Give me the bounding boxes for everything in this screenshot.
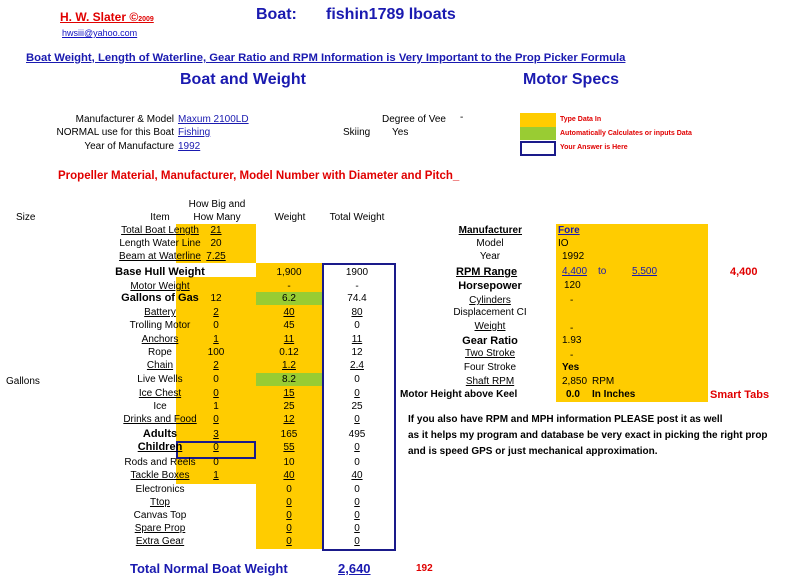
rpm-range-label: RPM Range <box>456 266 518 278</box>
gear-ratio-label: Gear Ratio <box>462 335 518 347</box>
note-line-1: If you also have RPM and MPH information PLEASE post it as well <box>408 414 723 425</box>
row-total-weight: 0 <box>354 457 360 468</box>
row-how-many[interactable]: 0 <box>213 388 219 399</box>
row-how-many[interactable]: 2 <box>213 307 219 318</box>
row-item-label: Extra Gear <box>135 536 185 547</box>
degree-vee-value[interactable]: - <box>460 112 464 123</box>
row-how-many[interactable]: 1 <box>213 401 219 412</box>
row-total-weight: 0 <box>354 510 360 521</box>
row-item-label: Ice <box>153 401 167 412</box>
keel-height-value[interactable]: 0.0 <box>566 389 580 400</box>
row-item-label: Electronics <box>135 484 185 495</box>
total-boat-weight-label: Total Normal Boat Weight <box>130 561 288 576</box>
note-line-3: and is speed GPS or just mechanical approximation. <box>408 446 658 457</box>
motor-weight-spec-value[interactable]: - <box>570 323 574 334</box>
horsepower-label: Horsepower <box>458 280 522 292</box>
col-how-header-2: How Many <box>193 212 241 223</box>
legend-answer: Your Answer is Here <box>560 144 628 151</box>
row-item-label: Children <box>137 441 183 453</box>
section-boat-weight: Boat and Weight <box>180 71 306 88</box>
row-weight[interactable]: 6.2 <box>282 293 296 304</box>
row-item-label: Anchors <box>141 334 179 345</box>
two-stroke-value[interactable]: - <box>570 350 574 361</box>
year-manufacture-label: Year of Manufacture <box>84 141 174 152</box>
horsepower-value[interactable]: 120 <box>564 280 581 291</box>
section-motor-specs: Motor Specs <box>523 71 620 88</box>
row-item-label: Motor Weight <box>130 281 190 292</box>
rpm-to-label: to <box>598 266 607 277</box>
row-item-label: Chain <box>146 360 174 371</box>
row-total-weight: 0 <box>354 523 360 534</box>
row-weight[interactable]: 40 <box>283 470 295 481</box>
legend-green-swatch <box>520 127 556 140</box>
note-line-2: as it helps my program and database be very exact in picking the right prop <box>408 430 768 441</box>
row-weight[interactable]: 10 <box>283 457 295 468</box>
row-item-label: Rope <box>148 347 172 358</box>
col-item-header: Item <box>150 212 170 223</box>
row-weight[interactable]: 45 <box>283 320 295 331</box>
motor-manufacturer-value[interactable]: Fore <box>558 225 580 236</box>
manufacturer-model-value[interactable]: Maxum 2100LD <box>178 114 249 125</box>
row-weight[interactable]: 55 <box>283 442 295 453</box>
row-item-label: Beam at Waterline <box>119 251 201 262</box>
row-how-many[interactable]: 2 <box>213 360 219 371</box>
row-total-weight: 0 <box>354 442 360 453</box>
cylinders-label: Cylinders <box>469 295 511 306</box>
row-total-weight: 0 <box>354 374 360 385</box>
row-how-many[interactable]: 7.25 <box>206 251 226 262</box>
motor-model-label: Model <box>476 238 504 249</box>
boat-name: fishin1789 lboats <box>326 6 456 23</box>
row-weight[interactable]: 12 <box>283 414 295 425</box>
row-item-label: Drinks and Food <box>123 414 197 425</box>
row-item-label: Canvas Top <box>133 510 187 521</box>
motor-year-value[interactable]: 1992 <box>562 251 585 262</box>
row-total-weight: 25 <box>351 401 363 412</box>
row-item-label: Live Wells <box>137 374 183 385</box>
shaft-rpm-label: Shaft RPM <box>465 376 515 387</box>
normal-use-value[interactable]: Fishing <box>178 127 211 138</box>
row-total-weight: 0 <box>354 320 360 331</box>
propeller-prompt[interactable]: Propeller Material, Manufacturer, Model Number with Diameter and Pitch_ <box>58 170 460 182</box>
row-how-many[interactable]: 0 <box>213 414 219 425</box>
skiing-label: Skiing <box>343 127 371 138</box>
year-manufacture-value[interactable]: 1992 <box>178 141 201 152</box>
banner-text: Boat Weight, Length of Waterline, Gear Ratio and RPM Information is Very Important to the Prop Picker Formula <box>26 52 626 64</box>
author-name: H. W. Slater ©2009 <box>60 10 154 24</box>
row-weight[interactable]: 40 <box>283 307 295 318</box>
col-how-header-1: How Big and <box>188 199 246 210</box>
row-weight[interactable]: 165 <box>280 429 298 440</box>
col-weight-header: Weight <box>274 212 306 223</box>
skiing-value[interactable]: Yes <box>392 127 409 138</box>
row-weight[interactable]: - <box>287 281 291 292</box>
row-item-label: Rods and Reels <box>124 457 196 468</box>
smart-tabs-label[interactable]: Smart Tabs <box>710 389 770 401</box>
row-weight[interactable]: 0.12 <box>279 347 299 358</box>
degree-vee-label: Degree of Vee <box>382 114 446 125</box>
row-how-many[interactable]: 0 <box>213 374 219 385</box>
boat-label: Boat: <box>256 6 297 23</box>
row-total-weight: 1900 <box>345 267 369 278</box>
row-item-label: Tackle Boxes <box>130 470 190 481</box>
legend-yellow-swatch <box>520 113 556 128</box>
row-weight[interactable]: 0 <box>286 510 292 521</box>
motor-manufacturer-label: Manufacturer <box>458 225 522 236</box>
row-item-label: Battery <box>144 307 176 318</box>
keel-height-unit: In Inches <box>592 389 636 400</box>
legend-auto: Automatically Calculates or inputs Data <box>560 130 692 137</box>
row-total-weight: 12 <box>351 347 363 358</box>
two-stroke-label: Two Stroke <box>464 348 516 359</box>
row-item-label: Ttop <box>149 497 170 508</box>
row-total-weight: 0 <box>354 497 360 508</box>
row-how-many[interactable]: 1 <box>213 334 219 345</box>
rpm-low-value[interactable]: 4,400 <box>562 266 588 277</box>
row-how-many[interactable]: 21 <box>210 225 222 236</box>
row-total-weight: 2.4 <box>350 360 364 371</box>
shaft-rpm-unit: RPM <box>592 376 615 387</box>
row-total-weight: 0 <box>354 414 360 425</box>
row-item-label: Adults <box>142 428 178 440</box>
row-how-many[interactable]: 0 <box>213 457 219 468</box>
row-weight[interactable]: 1,900 <box>276 267 302 278</box>
row-item-label: Gallons of Gas <box>121 292 199 304</box>
row-how-many[interactable]: 12 <box>210 293 222 304</box>
row-weight[interactable]: 0 <box>286 497 292 508</box>
author-email[interactable]: hwsiii@yahoo.com <box>62 28 138 38</box>
row-total-weight: 0 <box>354 484 360 495</box>
row-total-weight: 0 <box>354 536 360 547</box>
row-weight[interactable]: 15 <box>283 388 295 399</box>
size-gallons-note: Gallons <box>6 376 40 387</box>
motor-weight-spec-label: Weight <box>474 321 506 332</box>
cylinders-value[interactable]: - <box>570 295 574 306</box>
row-item-label: Trolling Motor <box>129 320 191 331</box>
row-total-weight: 40 <box>351 470 363 481</box>
keel-height-label: Motor Height above Keel <box>400 389 518 400</box>
row-weight[interactable]: 25 <box>283 401 295 412</box>
manufacturer-model-label: Manufacturer & Model <box>75 114 174 125</box>
row-total-weight: 11 <box>351 334 363 345</box>
row-how-many[interactable]: 100 <box>207 347 225 358</box>
four-stroke-value[interactable]: Yes <box>562 362 580 373</box>
row-how-many[interactable]: 0 <box>213 320 219 331</box>
row-total-weight: - <box>355 281 359 292</box>
row-weight[interactable]: 0 <box>286 536 292 547</box>
row-weight[interactable]: 1.2 <box>282 360 296 371</box>
shaft-rpm-value[interactable]: 2,850 <box>562 376 588 387</box>
row-weight[interactable]: 11 <box>283 334 295 345</box>
row-how-many[interactable]: 3 <box>213 429 219 440</box>
col-size-header: Size <box>16 212 36 223</box>
row-weight[interactable]: 0 <box>286 484 292 495</box>
row-total-weight: 80 <box>351 307 363 318</box>
rpm-high-value[interactable]: 5,500 <box>632 266 658 277</box>
row-total-weight: 0 <box>354 388 360 399</box>
four-stroke-label: Four Stroke <box>463 362 517 373</box>
total-extra-value: 192 <box>416 563 433 574</box>
rpm-side-value: 4,400 <box>730 266 758 278</box>
row-item-label: Length Water Line <box>119 238 201 249</box>
row-item-label: Spare Prop <box>134 523 186 534</box>
row-how-many[interactable]: 1 <box>213 470 219 481</box>
total-boat-weight-value: 2,640 <box>338 561 371 576</box>
motor-year-label: Year <box>479 251 501 262</box>
row-how-many[interactable]: 20 <box>210 238 222 249</box>
row-weight[interactable]: 8.2 <box>282 374 296 385</box>
row-item-label: Ice Chest <box>138 388 182 399</box>
legend-type-in: Type Data In <box>560 116 602 123</box>
displacement-label: Displacement CI <box>453 307 527 318</box>
row-how-many[interactable]: 0 <box>213 442 219 453</box>
col-total-header: Total Weight <box>329 212 385 223</box>
gear-ratio-value[interactable]: 1.93 <box>562 335 582 346</box>
row-total-weight: 495 <box>348 429 366 440</box>
motor-model-value[interactable]: IO <box>558 238 569 249</box>
row-weight[interactable]: 0 <box>286 523 292 534</box>
row-item-label: Base Hull Weight <box>115 266 205 278</box>
normal-use-label: NORMAL use for this Boat <box>56 127 174 138</box>
legend-answer-swatch <box>520 141 556 156</box>
row-item-label: Total Boat Length <box>121 225 199 236</box>
row-total-weight: 74.4 <box>347 293 367 304</box>
